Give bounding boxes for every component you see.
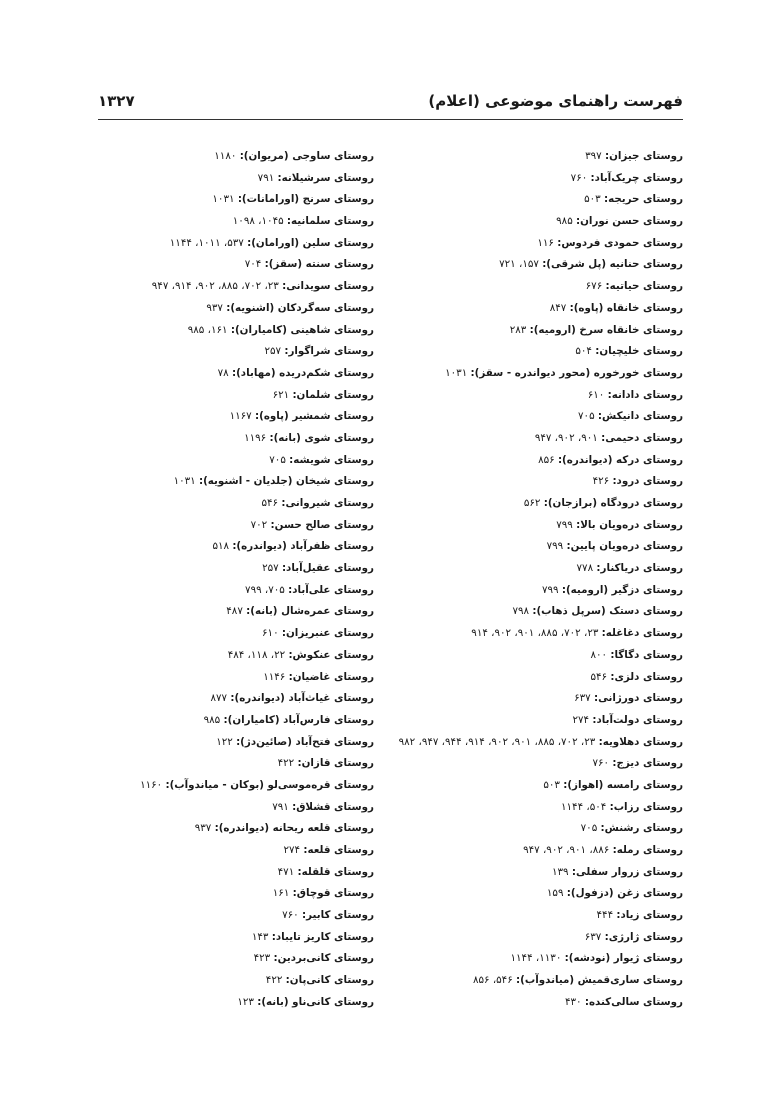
entry-name: روستای قوچاق:	[292, 887, 374, 900]
index-entry	[94, 710, 374, 732]
entry-pages: ۱۱۶۷	[229, 410, 252, 423]
entry-name: روستای فارس‌آباد (کامیاران):	[223, 713, 374, 726]
entry-pages: ۲۷۴	[283, 844, 301, 856]
index-entry	[403, 667, 683, 689]
index-entry	[403, 254, 683, 276]
entry-name: روستای حسن نوران:	[576, 215, 683, 228]
entry-pages: ۸۸۶، ۹۰۱، ۹۰۲، ۹۴۷	[523, 844, 610, 856]
entry-name: روستای دگاگا:	[610, 648, 683, 661]
entry-name: روستای عنبریزان:	[281, 627, 374, 640]
entry-name: روستای دحیمی:	[601, 431, 683, 444]
index-entry	[403, 840, 683, 862]
entry-pages: ۱۳۹	[552, 865, 569, 878]
index-entry	[94, 601, 374, 623]
entry-pages: ۲۷۴	[572, 713, 590, 726]
entry-name: روستای دانیکش:	[597, 410, 683, 423]
entry-name: روستای حیاتیه:	[605, 280, 683, 293]
entry-name: روستای سلین (اورامان):	[247, 236, 374, 249]
entry-pages: ۹۳۷	[206, 301, 223, 314]
entry-pages: ۷۰۵	[580, 822, 598, 835]
entry-name: روستای حمودی فردوس:	[557, 236, 683, 249]
entry-name: روستای ظفرآباد (دیواندره):	[232, 540, 374, 553]
index-entry	[94, 753, 374, 775]
entry-pages: ۷۹۹	[546, 540, 564, 553]
index-entry	[94, 515, 374, 537]
entry-pages: ۴۴۴	[596, 909, 614, 922]
entry-name: روستای حریجه:	[603, 193, 683, 206]
index-entry	[94, 797, 374, 819]
entry-pages: ۸۵۶	[538, 453, 555, 466]
entry-name: روستای دریاکنار:	[596, 562, 683, 575]
entry-name: روستای دغاغله:	[601, 627, 683, 640]
entry-pages: ۱۱۸۰	[214, 150, 237, 162]
entry-pages: ۲۵۷	[264, 345, 282, 358]
index-entry	[94, 818, 374, 840]
index-entry	[403, 688, 683, 710]
index-entry	[403, 276, 683, 298]
index-entry	[403, 493, 683, 515]
entry-name: روستای دره‌ویان بالا:	[576, 518, 683, 531]
entry-name: روستای قره‌موسی‌لو (بوکان - میاندوآب):	[165, 778, 374, 791]
index-entry	[403, 775, 683, 797]
index-entry	[403, 363, 683, 385]
entry-pages: ۵۰۳	[584, 193, 601, 206]
entry-name: روستای غیاث‌آباد (دیواندره):	[230, 692, 374, 705]
index-entry	[403, 450, 683, 472]
index-entry	[94, 406, 374, 428]
entry-pages: ۹۸۵	[556, 215, 573, 228]
index-entry	[403, 927, 683, 949]
index-entry	[403, 905, 683, 927]
entry-name: روستای رامسه (اهواز):	[563, 778, 683, 791]
entry-pages: ۱۱۶۰	[140, 778, 163, 791]
index-entry	[403, 341, 683, 363]
entry-name: روستای دستک (سرپل ذهاب):	[532, 605, 683, 618]
entry-name: روستای فتح‌آباد (صائین‌دژ):	[236, 735, 374, 748]
index-entry	[94, 623, 374, 645]
entry-name: روستای شلمان:	[292, 388, 374, 401]
index-entry	[94, 883, 374, 905]
index-entry	[94, 927, 374, 949]
entry-pages: ۹۸۵	[203, 713, 221, 726]
index-entry	[94, 992, 374, 1014]
entry-pages: ۱۱۹۶	[244, 431, 267, 444]
index-entry	[94, 320, 374, 342]
entry-name: روستای سویدانی:	[282, 280, 374, 293]
index-entry	[94, 667, 374, 689]
entry-name: روستای قشلاق:	[292, 800, 374, 813]
entry-pages: ۶۱۰	[262, 627, 279, 640]
index-entry	[94, 363, 374, 385]
index-entry	[94, 385, 374, 407]
entry-pages: ۱۲۲	[216, 735, 233, 748]
entry-name: روستای حنانیه (پل شرقی):	[542, 258, 683, 271]
entry-name: روستای کانی‌ناو (بانه):	[257, 995, 374, 1008]
entry-name: روستای شراگوار:	[284, 345, 374, 358]
entry-name: روستای زروار سفلی:	[571, 865, 683, 878]
entry-name: روستای دلزی:	[610, 670, 683, 683]
index-entry	[94, 948, 374, 970]
entry-name: روستای دورژانی:	[593, 692, 683, 705]
entry-name: روستای جیزان:	[604, 150, 683, 162]
entry-pages: ۱۵۷، ۷۲۱	[499, 258, 539, 271]
entry-pages: ۴۲۳	[253, 952, 271, 965]
entry-name: روستای سنته (سقز):	[264, 258, 374, 271]
entry-name: روستای خانقاه سرخ (ارومیه):	[529, 323, 683, 336]
index-entry	[403, 753, 683, 775]
entry-name: روستای کاریز تایباد:	[271, 930, 374, 943]
index-entry	[403, 970, 683, 992]
entry-name: روستای خلیچیان:	[595, 345, 683, 358]
entry-pages: ۱۶۱، ۹۸۵	[187, 323, 228, 336]
index-entry	[94, 862, 374, 884]
entry-pages: ۶۳۷	[584, 930, 602, 943]
entry-pages: ۷۰۵	[578, 410, 595, 423]
entry-name: روستای عقیل‌آباد:	[281, 562, 374, 575]
entry-pages: ۴۲۲	[265, 974, 283, 987]
index-entry	[94, 189, 374, 211]
index-entry	[94, 341, 374, 363]
entry-pages: ۷۷۸	[576, 562, 594, 575]
entry-name: روستای شویشه:	[289, 453, 374, 466]
index-entry	[94, 233, 374, 255]
index-entry	[403, 992, 683, 1014]
entry-pages: ۲۲، ۱۱۸، ۴۸۴	[227, 648, 286, 661]
index-entry	[403, 515, 683, 537]
entry-pages: ۲۳، ۷۰۲، ۸۸۵، ۹۰۱، ۹۰۲، ۹۱۴	[471, 627, 599, 640]
index-entry	[403, 558, 683, 580]
index-entry	[403, 948, 683, 970]
entry-pages: ۷۶۰	[282, 909, 299, 922]
index-entry	[403, 797, 683, 819]
entry-name: روستای قازان:	[297, 757, 374, 770]
index-entry	[94, 211, 374, 233]
entry-pages: ۵۴۶	[590, 670, 608, 683]
index-entry	[403, 818, 683, 840]
index-entry	[94, 905, 374, 927]
entry-pages: ۷۰۵	[269, 453, 286, 466]
entry-pages: ۸۰۰	[590, 648, 608, 661]
index-entry	[403, 862, 683, 884]
entry-name: روستای قلعه:	[303, 844, 374, 856]
entry-name: روستای ساری‌قمیش (میاندوآب):	[516, 974, 683, 987]
entry-pages: ۵۳۷، ۱۰۱۱، ۱۱۴۴	[169, 236, 244, 249]
index-entry	[398, 732, 683, 754]
index-entry	[403, 623, 683, 645]
entry-pages: ۴۲۲	[277, 757, 295, 770]
entry-name: روستای رشنش:	[600, 822, 683, 835]
entry-pages: ۷۹۸	[512, 605, 530, 618]
entry-pages: ۱۱۳۰، ۱۱۴۴	[510, 952, 562, 965]
entry-name: روستای خانقاه (پاوه):	[569, 301, 683, 314]
page-header	[98, 92, 683, 118]
entry-pages: ۳۹۷	[585, 150, 602, 162]
index-entry	[403, 211, 683, 233]
entry-pages: ۱۴۳	[251, 930, 269, 943]
entry-name: روستای ساوجی (مریوان):	[239, 150, 374, 162]
entry-pages: ۶۳۷	[574, 692, 591, 705]
entry-pages: ۱۵۹	[546, 887, 564, 900]
entry-name: روستای کابیر:	[302, 909, 374, 922]
index-entry	[94, 493, 374, 515]
entry-name: روستای درود:	[612, 475, 683, 488]
entry-pages: ۹۳۷	[194, 822, 212, 835]
index-entry	[403, 189, 683, 211]
index-entry	[94, 536, 374, 558]
index-entry	[94, 254, 374, 276]
entry-pages: ۵۴۶	[261, 497, 279, 509]
entry-name: روستای ژیوار (نودشه):	[564, 952, 683, 965]
entry-pages: ۴۸۷	[226, 605, 243, 618]
entry-pages: ۱۶۱	[272, 887, 290, 900]
index-column-right	[398, 146, 683, 1014]
entry-pages: ۱۰۴۵، ۱۰۹۸	[232, 215, 284, 228]
index-entry	[403, 471, 683, 493]
entry-pages: ۸۷۷	[210, 692, 228, 705]
entry-pages: ۷۶۰	[592, 757, 610, 770]
index-entry	[94, 298, 374, 320]
entry-name: روستای قلعه ریحانه (دیواندره):	[214, 822, 374, 835]
entry-pages: ۷۸	[217, 366, 229, 379]
entry-name: روستای دادانه:	[607, 388, 683, 401]
entry-name: روستای زغن (دزفول):	[566, 887, 683, 900]
index-entry	[403, 580, 683, 602]
index-entry	[403, 601, 683, 623]
entry-pages: ۵۴۶، ۸۵۶	[472, 974, 513, 987]
page-title: فهرست راهنمای موضوعی (اعلام)	[428, 92, 683, 110]
entry-pages: ۹۰۱، ۹۰۲، ۹۴۷	[534, 431, 598, 444]
header-rule	[98, 119, 683, 120]
entry-pages: ۶۱۰	[587, 388, 605, 401]
index-entry	[403, 645, 683, 667]
entry-pages: ۲۵۷	[262, 562, 279, 575]
index-column-left	[94, 146, 374, 1014]
entry-name: روستای شوی (بانه):	[269, 431, 374, 444]
index-entry	[403, 406, 683, 428]
entry-pages: ۱۲۳	[237, 995, 254, 1008]
index-entry	[94, 580, 374, 602]
entry-name: روستای شاهینی (کامیاران):	[230, 323, 374, 336]
page-number: ۱۳۲۷	[98, 92, 135, 110]
entry-name: روستای شمشیر (پاوه):	[255, 410, 374, 423]
index-entry	[94, 732, 374, 754]
entry-name: روستای دره‌ویان پایین:	[566, 540, 683, 553]
index-entry	[94, 146, 374, 168]
entry-name: روستای قلقله:	[297, 865, 374, 878]
index-entry	[94, 840, 374, 862]
index-entry	[94, 645, 374, 667]
entry-pages: ۱۰۳۱	[212, 193, 235, 206]
index-entry	[403, 385, 683, 407]
index-entry	[94, 558, 374, 580]
entry-name: روستای علی‌آباد:	[288, 583, 374, 596]
entry-name: روستای زیاد:	[616, 909, 683, 922]
index-entry	[403, 710, 683, 732]
entry-pages: ۷۹۹	[556, 518, 573, 531]
entry-name: روستای سرشیلانه:	[277, 171, 374, 184]
entry-pages: ۱۱۶	[537, 236, 554, 249]
index-entry	[94, 775, 374, 797]
entry-pages: ۲۳، ۷۰۲، ۸۸۵، ۹۰۲، ۹۱۴، ۹۴۷	[151, 280, 279, 293]
entry-pages: ۷۰۲	[250, 518, 268, 531]
entry-name: روستای رزاب:	[609, 800, 683, 813]
index-entry	[403, 146, 683, 168]
entry-pages: ۴۲۶	[592, 475, 610, 488]
index-entry	[94, 471, 374, 493]
entry-name: روستای دهلاویه:	[598, 735, 683, 748]
entry-name: روستای عنکوش:	[288, 648, 374, 661]
entry-name: روستای سرنج (اورامانات):	[237, 193, 374, 206]
entry-pages: ۱۱۴۶	[263, 670, 286, 683]
entry-pages: ۷۰۵، ۷۹۹	[245, 583, 285, 596]
entry-pages: ۲۸۳	[509, 323, 527, 336]
entry-pages: ۵۰۴، ۱۱۴۴	[560, 800, 607, 813]
index-entry	[94, 168, 374, 190]
entry-name: روستای دزگیر (ارومیه):	[561, 583, 683, 596]
entry-name: روستای خورخوره (محور دیواندره - سقز):	[470, 366, 683, 379]
entry-name: روستای شیروانی:	[281, 497, 374, 509]
entry-pages: ۷۶۰	[570, 171, 588, 184]
entry-pages: ۷۰۴	[244, 258, 262, 271]
index-entry	[403, 536, 683, 558]
entry-name: روستای سالی‌کنده:	[584, 995, 683, 1008]
entry-pages: ۱۰۳۱	[445, 366, 468, 379]
entry-name: روستای سه‌گردکان (اشنویه):	[226, 301, 374, 314]
index-entry	[403, 168, 683, 190]
entry-name: روستای دولت‌آباد:	[592, 713, 683, 726]
entry-pages: ۵۰۴	[575, 345, 592, 358]
entry-name: روستای شیخان (جلدیان - اشنویه):	[198, 475, 374, 488]
index-entry	[403, 428, 683, 450]
entry-name: روستای شکم‌دریده (مهاباد):	[231, 366, 374, 379]
entry-name: روستای صالح حسن:	[270, 518, 374, 531]
index-entry	[94, 450, 374, 472]
index-entry	[403, 298, 683, 320]
entry-pages: ۷۹۹	[541, 583, 559, 596]
entry-name: روستای درکه (دیواندره):	[557, 453, 683, 466]
entry-pages: ۷۹۱	[272, 800, 289, 813]
entry-pages: ۵۱۸	[212, 540, 230, 553]
entry-pages: ۶۷۶	[585, 280, 603, 293]
entry-name: روستای غاضیان:	[288, 670, 374, 683]
entry-pages: ۴۳۰	[564, 995, 582, 1008]
entry-pages: ۱۰۳۱	[173, 475, 196, 488]
entry-pages: ۸۴۷	[549, 301, 567, 314]
entry-pages: ۴۷۱	[277, 865, 295, 878]
index-entry	[403, 233, 683, 255]
entry-pages: ۵۶۲	[523, 497, 541, 509]
entry-name: روستای سلمانیه:	[286, 215, 374, 228]
index-entry	[94, 970, 374, 992]
entry-pages: ۷۹۱	[257, 171, 275, 184]
entry-pages: ۲۳، ۷۰۲، ۸۸۵، ۹۰۱، ۹۰۲، ۹۱۴، ۹۴۴، ۹۴۷، ۹۸۲	[398, 735, 596, 748]
entry-name: روستای ژارژی:	[604, 930, 683, 943]
index-entry	[403, 883, 683, 905]
index-entry	[94, 428, 374, 450]
entry-pages: ۶۲۱	[272, 388, 290, 401]
entry-name: روستای رمله:	[612, 844, 683, 856]
entry-name: روستای دیزج:	[612, 757, 683, 770]
index-entry	[94, 688, 374, 710]
entry-name: روستای چریک‌آباد:	[590, 171, 683, 184]
entry-name: روستای درودگاه (برازجان):	[543, 497, 683, 509]
entry-name: روستای کانی‌بردین:	[273, 952, 374, 965]
entry-pages: ۵۰۳	[543, 778, 560, 791]
index-entry	[403, 320, 683, 342]
entry-name: روستای عمره‌شال (بانه):	[246, 605, 374, 618]
index-entry	[94, 276, 374, 298]
entry-name: روستای کانی‌پان:	[285, 974, 374, 987]
